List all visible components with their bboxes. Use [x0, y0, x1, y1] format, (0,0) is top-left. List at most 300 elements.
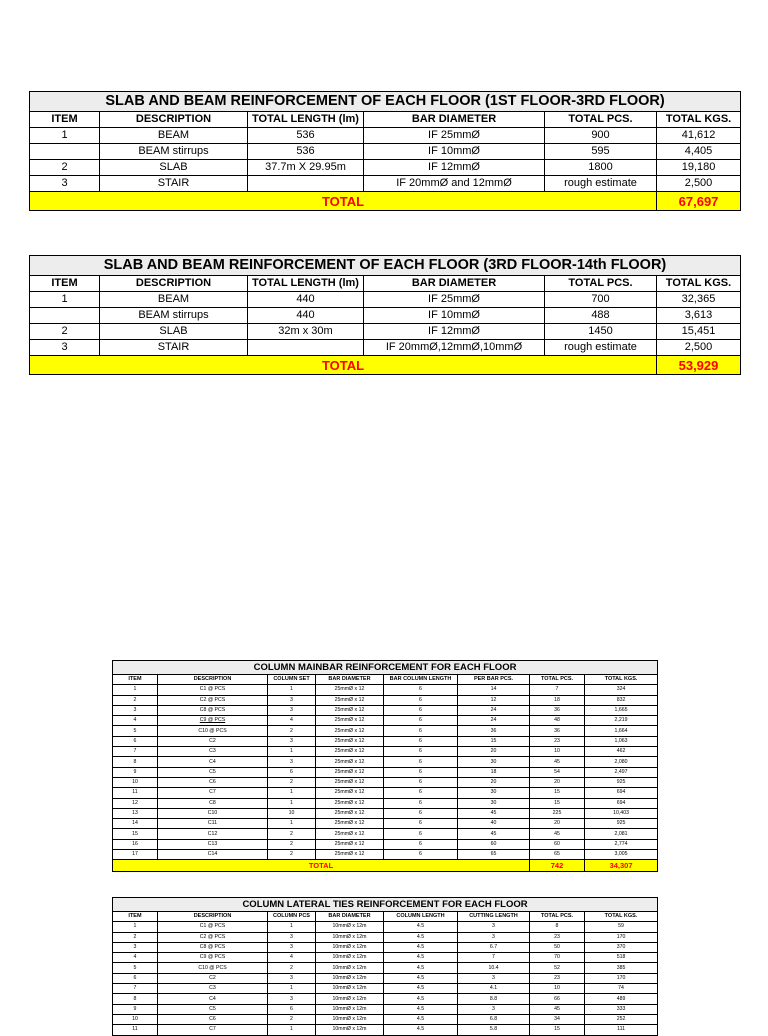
- col-header: PER BAR PCS.: [458, 675, 530, 685]
- col-header: DESCRIPTION: [158, 912, 268, 922]
- cell: 19,180: [657, 160, 741, 176]
- cell: 13: [113, 808, 158, 818]
- cell: C7: [158, 1025, 268, 1035]
- cell: IF 12mmØ: [364, 324, 545, 340]
- cell: [248, 340, 364, 356]
- cell: 1: [30, 128, 100, 144]
- total-kgs: 34,307: [585, 860, 658, 872]
- cell: [248, 176, 364, 192]
- cell: 2,500: [657, 176, 741, 192]
- cell: 2: [30, 324, 100, 340]
- cell: IF 10mmØ: [364, 308, 545, 324]
- cell: C4: [158, 757, 268, 767]
- cell: 4.5: [384, 1004, 458, 1014]
- table-row: [113, 1025, 658, 1035]
- cell: 16: [113, 839, 158, 849]
- table-row: [113, 839, 658, 849]
- cell: 66: [530, 994, 585, 1004]
- cell: 6: [384, 777, 458, 787]
- cell: 9: [113, 767, 158, 777]
- cell: C9 @ PCS: [158, 716, 268, 726]
- cell: BEAM: [100, 128, 248, 144]
- cell: 6: [268, 1004, 316, 1014]
- cell: C3: [158, 984, 268, 994]
- cell: 111: [585, 1025, 658, 1035]
- cell: 1: [268, 747, 316, 757]
- cell: 2: [268, 777, 316, 787]
- cell: 3: [268, 942, 316, 952]
- table-row: [113, 932, 658, 942]
- cell: C8 @ PCS: [158, 705, 268, 715]
- cell: 4.5: [384, 922, 458, 932]
- cell: 65: [458, 850, 530, 860]
- cell: 45: [530, 829, 585, 839]
- cell: 10: [113, 1014, 158, 1024]
- cell: 2: [113, 932, 158, 942]
- col-header: CUTTING LENGTH: [458, 912, 530, 922]
- cell: 6.8: [458, 1014, 530, 1024]
- cell: 23: [530, 932, 585, 942]
- table-row: [113, 963, 658, 973]
- cell: 10mmØ x 12m: [316, 984, 384, 994]
- cell: 2: [268, 726, 316, 736]
- cell: 385: [585, 963, 658, 973]
- column-mainbar-table: [112, 660, 658, 872]
- cell: 595: [545, 144, 657, 160]
- cell: 1450: [545, 324, 657, 340]
- cell: 36: [458, 726, 530, 736]
- cell: 25mmØ x 12: [316, 695, 384, 705]
- cell: [30, 308, 100, 324]
- cell: 1: [268, 685, 316, 695]
- cell: 36: [530, 705, 585, 715]
- cell: 25mmØ x 12: [316, 829, 384, 839]
- cell: 1: [268, 788, 316, 798]
- table-row: [113, 798, 658, 808]
- cell: C1 @ PCS: [158, 922, 268, 932]
- cell: 52: [530, 963, 585, 973]
- cell: 518: [585, 953, 658, 963]
- cell: SLAB: [100, 324, 248, 340]
- total-value: 53,929: [657, 356, 741, 375]
- cell: 10mmØ x 12m: [316, 953, 384, 963]
- cell: 6: [384, 705, 458, 715]
- cell: 6: [384, 716, 458, 726]
- cell: 25mmØ x 12: [316, 808, 384, 818]
- col-header: TOTAL KGS.: [657, 276, 741, 292]
- cell: 50: [530, 942, 585, 952]
- cell: 30: [458, 757, 530, 767]
- cell: 6: [384, 747, 458, 757]
- total-pcs: 742: [530, 860, 585, 872]
- cell: 440: [248, 308, 364, 324]
- cell: 1: [30, 292, 100, 308]
- table-row: [113, 777, 658, 787]
- cell: STAIR: [100, 176, 248, 192]
- col-header: COLUMN PCS: [268, 912, 316, 922]
- cell: 70: [530, 953, 585, 963]
- table-row: [30, 340, 741, 356]
- cell: 45: [530, 757, 585, 767]
- table-row: [30, 176, 741, 192]
- cell: 4.1: [458, 984, 530, 994]
- cell: 1: [268, 922, 316, 932]
- total-row: [30, 192, 741, 211]
- table-row: [113, 973, 658, 983]
- total-label: TOTAL: [113, 860, 530, 872]
- cell: 45: [530, 1004, 585, 1014]
- cell: 20: [458, 777, 530, 787]
- table-row: [113, 808, 658, 818]
- col-header: BAR DIAMETER: [316, 912, 384, 922]
- col-header: TOTAL LENGTH (lm): [248, 276, 364, 292]
- cell: 4.5: [384, 1025, 458, 1035]
- cell: 25mmØ x 12: [316, 726, 384, 736]
- cell: 23: [530, 973, 585, 983]
- total-label: TOTAL: [30, 192, 657, 211]
- col-header: ITEM: [30, 276, 100, 292]
- cell: 4.5: [384, 1014, 458, 1024]
- cell: [30, 144, 100, 160]
- table-row: [113, 819, 658, 829]
- table-row: [113, 1004, 658, 1014]
- table-row: [30, 292, 741, 308]
- cell: 60: [458, 839, 530, 849]
- cell: 8: [113, 994, 158, 1004]
- cell: 225: [530, 808, 585, 818]
- cell: 7: [113, 984, 158, 994]
- cell: C6: [158, 1014, 268, 1024]
- mainbar-title: COLUMN MAINBAR REINFORCEMENT FOR EACH FLOOR: [113, 661, 658, 675]
- cell: 2: [268, 963, 316, 973]
- cell: 15: [113, 829, 158, 839]
- col-header: TOTAL KGS.: [585, 675, 658, 685]
- table-row: [113, 695, 658, 705]
- cell: 4.5: [384, 932, 458, 942]
- cell: 3: [268, 695, 316, 705]
- col-header: TOTAL KGS.: [585, 912, 658, 922]
- cell: 3,613: [657, 308, 741, 324]
- cell: C10: [158, 808, 268, 818]
- cell: 20: [458, 747, 530, 757]
- cell: 37.7m X 29.95m: [248, 160, 364, 176]
- cell: 18: [530, 695, 585, 705]
- cell: 370: [585, 942, 658, 952]
- col-header: TOTAL PCS.: [545, 276, 657, 292]
- cell: C4: [158, 994, 268, 1004]
- cell: 23: [530, 736, 585, 746]
- table-row: [30, 128, 741, 144]
- cell: 2,080: [585, 757, 658, 767]
- cell: 3: [268, 932, 316, 942]
- col-header: ITEM: [113, 912, 158, 922]
- cell: 6: [384, 819, 458, 829]
- cell: 4.5: [384, 953, 458, 963]
- cell: C1 @ PCS: [158, 685, 268, 695]
- cell: C8 @ PCS: [158, 942, 268, 952]
- cell: 4.5: [384, 984, 458, 994]
- cell: 3: [458, 922, 530, 932]
- cell: SLAB: [100, 160, 248, 176]
- slab-table-1: [29, 91, 741, 211]
- table-row: [30, 144, 741, 160]
- cell: C13: [158, 839, 268, 849]
- cell: 15: [530, 788, 585, 798]
- table-row: [113, 747, 658, 757]
- cell: C11: [158, 819, 268, 829]
- cell: 25mmØ x 12: [316, 747, 384, 757]
- cell: C9 @ PCS: [158, 953, 268, 963]
- cell: 462: [585, 747, 658, 757]
- cell: BEAM stirrups: [100, 144, 248, 160]
- cell: 25mmØ x 12: [316, 736, 384, 746]
- table-row: [113, 994, 658, 1004]
- col-header: COLUMN SET: [268, 675, 316, 685]
- cell: C5: [158, 1004, 268, 1014]
- cell: 1: [268, 798, 316, 808]
- cell: 10.4: [458, 963, 530, 973]
- cell: STAIR: [100, 340, 248, 356]
- cell: 7: [458, 953, 530, 963]
- cell: 333: [585, 1004, 658, 1014]
- cell: 45: [458, 829, 530, 839]
- table-row: [30, 160, 741, 176]
- table-row: [113, 716, 658, 726]
- cell: 2,219: [585, 716, 658, 726]
- cell: C7: [158, 788, 268, 798]
- cell: 41,612: [657, 128, 741, 144]
- ties-title: COLUMN LATERAL TIES REINFORCEMENT FOR EACH FLOOR: [113, 898, 658, 912]
- total-value: 67,697: [657, 192, 741, 211]
- cell: BEAM: [100, 292, 248, 308]
- cell: 6: [384, 788, 458, 798]
- cell: 25mmØ x 12: [316, 839, 384, 849]
- table-row: [113, 953, 658, 963]
- cell: 3: [458, 1004, 530, 1014]
- cell: 12: [113, 798, 158, 808]
- cell: 14: [113, 819, 158, 829]
- cell: 1: [113, 685, 158, 695]
- col-header: ITEM: [30, 112, 100, 128]
- cell: 536: [248, 144, 364, 160]
- cell: 18: [458, 767, 530, 777]
- cell: 10mmØ x 12m: [316, 1014, 384, 1024]
- cell: 1: [268, 819, 316, 829]
- cell: C5: [158, 767, 268, 777]
- total-label: TOTAL: [30, 356, 657, 375]
- cell: 40: [458, 819, 530, 829]
- cell: IF 10mmØ: [364, 144, 545, 160]
- cell: 10: [113, 777, 158, 787]
- cell: 20: [530, 819, 585, 829]
- cell: rough estimate: [545, 176, 657, 192]
- cell: 10mmØ x 12m: [316, 963, 384, 973]
- cell: C3: [158, 747, 268, 757]
- cell: 59: [585, 922, 658, 932]
- cell: 6: [384, 685, 458, 695]
- cell: IF 25mmØ: [364, 292, 545, 308]
- table-row: [113, 705, 658, 715]
- cell: 4: [113, 716, 158, 726]
- cell: 5: [113, 726, 158, 736]
- cell: IF 20mmØ and 12mmØ: [364, 176, 545, 192]
- cell: 2: [268, 850, 316, 860]
- cell: 1800: [545, 160, 657, 176]
- cell: 32m x 30m: [248, 324, 364, 340]
- cell: BEAM stirrups: [100, 308, 248, 324]
- cell: 20: [530, 777, 585, 787]
- cell: 832: [585, 695, 658, 705]
- cell: 6: [384, 757, 458, 767]
- cell: 1,664: [585, 726, 658, 736]
- cell: 3: [268, 736, 316, 746]
- cell: 3: [268, 994, 316, 1004]
- cell: 900: [545, 128, 657, 144]
- cell: 45: [458, 808, 530, 818]
- cell: 9: [113, 1004, 158, 1014]
- cell: 25mmØ x 12: [316, 798, 384, 808]
- cell: 10: [530, 984, 585, 994]
- cell: C14: [158, 850, 268, 860]
- cell: 30: [458, 798, 530, 808]
- slab-table-1-title: SLAB AND BEAM REINFORCEMENT OF EACH FLOOR (1ST FLOOR-3RD FLOOR): [30, 92, 741, 112]
- cell: 12: [458, 695, 530, 705]
- cell: C2: [158, 736, 268, 746]
- cell: 2,497: [585, 767, 658, 777]
- col-header: DESCRIPTION: [100, 276, 248, 292]
- cell: 10,403: [585, 808, 658, 818]
- cell: 30: [458, 788, 530, 798]
- cell: 10mmØ x 12m: [316, 994, 384, 1004]
- cell: 32,365: [657, 292, 741, 308]
- cell: C6: [158, 777, 268, 787]
- cell: 10mmØ x 12m: [316, 932, 384, 942]
- slab-table-2-title: SLAB AND BEAM REINFORCEMENT OF EACH FLOOR (3RD FLOOR-14th FLOOR): [30, 256, 741, 276]
- slab-table-2: [29, 255, 741, 375]
- cell: 25mmØ x 12: [316, 757, 384, 767]
- cell: 3: [458, 973, 530, 983]
- col-header: BAR DIAMETER: [364, 112, 545, 128]
- cell: 1,665: [585, 705, 658, 715]
- table-row: [113, 850, 658, 860]
- cell: 925: [585, 777, 658, 787]
- table-row: [113, 829, 658, 839]
- cell: 24: [458, 716, 530, 726]
- cell: 488: [545, 308, 657, 324]
- cell: 3: [113, 942, 158, 952]
- table-row: [113, 767, 658, 777]
- cell: 6: [384, 736, 458, 746]
- cell: 2,081: [585, 829, 658, 839]
- cell: 1: [268, 984, 316, 994]
- col-header: BAR DIAMETER: [316, 675, 384, 685]
- cell: 4.5: [384, 942, 458, 952]
- cell: 14: [458, 685, 530, 695]
- cell: 25mmØ x 12: [316, 777, 384, 787]
- cell: 25mmØ x 12: [316, 850, 384, 860]
- cell: 11: [113, 788, 158, 798]
- table-row: [30, 324, 741, 340]
- cell: 60: [530, 839, 585, 849]
- cell: 24: [458, 705, 530, 715]
- cell: C12: [158, 829, 268, 839]
- col-header: ITEM: [113, 675, 158, 685]
- cell: 2: [268, 839, 316, 849]
- col-header: BAR DIAMETER: [364, 276, 545, 292]
- cell: 10: [530, 747, 585, 757]
- column-ties-table: [112, 897, 658, 1036]
- cell: 700: [545, 292, 657, 308]
- cell: 6: [384, 798, 458, 808]
- table-row: [113, 788, 658, 798]
- table-row: [113, 685, 658, 695]
- table-row: [30, 308, 741, 324]
- cell: IF 25mmØ: [364, 128, 545, 144]
- cell: 8: [113, 757, 158, 767]
- col-header: BAR COLUMN LENGTH: [384, 675, 458, 685]
- cell: 2,500: [657, 340, 741, 356]
- col-header: TOTAL LENGTH (lm): [248, 112, 364, 128]
- cell: 8.8: [458, 994, 530, 1004]
- cell: 74: [585, 984, 658, 994]
- cell: 54: [530, 767, 585, 777]
- cell: 7: [113, 747, 158, 757]
- cell: 440: [248, 292, 364, 308]
- cell: 34: [530, 1014, 585, 1024]
- cell: 25mmØ x 12: [316, 685, 384, 695]
- cell: 7: [530, 685, 585, 695]
- cell: 2: [30, 160, 100, 176]
- cell: 11: [113, 1025, 158, 1035]
- cell: 3: [268, 973, 316, 983]
- cell: 489: [585, 994, 658, 1004]
- cell: 694: [585, 788, 658, 798]
- col-header: TOTAL PCS.: [530, 675, 585, 685]
- cell: 4.5: [384, 973, 458, 983]
- cell: 2,774: [585, 839, 658, 849]
- cell: 4: [113, 953, 158, 963]
- cell: 6: [268, 767, 316, 777]
- cell: 15: [458, 736, 530, 746]
- cell: 3: [268, 757, 316, 767]
- cell: 6: [384, 829, 458, 839]
- cell: 25mmØ x 12: [316, 819, 384, 829]
- cell: 17: [113, 850, 158, 860]
- cell: 1: [268, 1025, 316, 1035]
- cell: 6: [113, 736, 158, 746]
- cell: C2 @ PCS: [158, 695, 268, 705]
- table-row: [113, 736, 658, 746]
- col-header: DESCRIPTION: [158, 675, 268, 685]
- col-header: TOTAL KGS.: [657, 112, 741, 128]
- cell: 1: [113, 922, 158, 932]
- cell: 170: [585, 973, 658, 983]
- total-row: [30, 356, 741, 375]
- cell: C10 @ PCS: [158, 963, 268, 973]
- col-header: TOTAL PCS.: [530, 912, 585, 922]
- table-row: [113, 922, 658, 932]
- cell: 6: [113, 973, 158, 983]
- cell: 3: [113, 705, 158, 715]
- cell: 6: [384, 839, 458, 849]
- cell: 10mmØ x 12m: [316, 1025, 384, 1035]
- cell: 1,063: [585, 736, 658, 746]
- cell: 4.5: [384, 963, 458, 973]
- cell: 3: [30, 176, 100, 192]
- cell: IF 20mmØ,12mmØ,10mmØ: [364, 340, 545, 356]
- cell: 6: [384, 850, 458, 860]
- cell: 6: [384, 726, 458, 736]
